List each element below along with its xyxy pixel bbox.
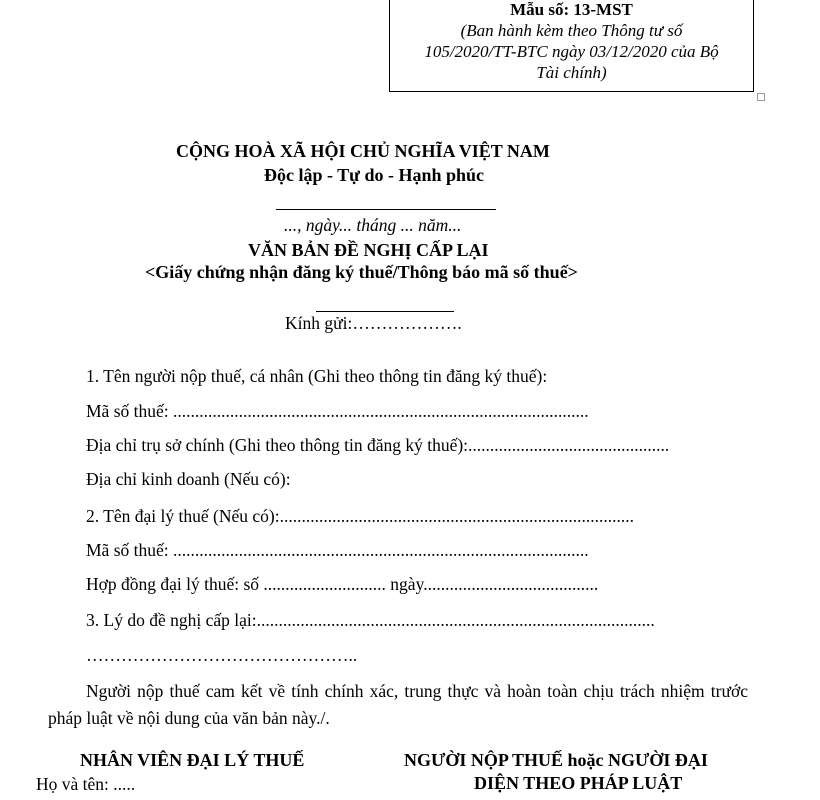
country-name: CỘNG HOÀ XÃ HỘI CHỦ NGHĨA VIỆT NAM: [176, 141, 550, 161]
issued-by-line-3: Tài chính): [536, 63, 607, 82]
form-number: Mẫu số: 13-MST: [510, 0, 633, 19]
field-head-office-address[interactable]: Địa chỉ trụ sở chính (Ghi theo thông tin đăng ký thuế):..............................................: [86, 435, 670, 455]
agent-signature-title: NHÂN VIÊN ĐẠI LÝ THUẾ: [80, 750, 305, 770]
taxpayer-signature-title-2: DIỆN THEO PHÁP LUẬT: [474, 773, 683, 793]
resize-handle-icon[interactable]: [757, 93, 765, 101]
issued-by-line-1: (Ban hành kèm theo Thông tư số: [460, 21, 683, 40]
field-tax-code[interactable]: Mã số thuế: ...............................................................................................: [86, 401, 589, 421]
national-motto: Độc lập - Tự do - Hạnh phúc: [264, 165, 485, 185]
field-tax-agent-name[interactable]: 2. Tên đại lý thuế (Nếu có):.................................................................................: [86, 506, 634, 526]
issued-by-line-2: 105/2020/TT-BTC ngày 03/12/2020 của Bộ: [424, 42, 719, 61]
document-title: VĂN BẢN ĐỀ NGHỊ CẤP LẠI: [248, 240, 489, 260]
title-divider: [316, 311, 454, 312]
field-business-address[interactable]: Địa chỉ kinh doanh (Nếu có):: [86, 469, 291, 489]
header-divider: [276, 209, 496, 210]
field-agent-tax-code[interactable]: Mã số thuế: ...............................................................................................: [86, 540, 589, 560]
form-number-box: [389, 0, 754, 92]
agent-name-line: Họ và tên: .....: [36, 774, 136, 794]
field-agent-contract[interactable]: Hợp đồng đại lý thuế: số ............................ ngày........................................: [86, 574, 599, 594]
field-taxpayer-name: 1. Tên người nộp thuế, cá nhân (Ghi theo thông tin đăng ký thuế):: [86, 366, 548, 386]
field-reissue-reason[interactable]: 3. Lý do đề nghị cấp lại:...........................................................................................: [86, 610, 655, 630]
recipient-line: Kính gửi:……………….: [285, 313, 462, 333]
commitment-paragraph: Người nộp thuế cam kết về tính chính xác, trung thực và hoàn toàn chịu trách nhiệm trước pháp luật về nội dung của văn bản này./.: [48, 681, 748, 728]
date-line: ..., ngày... tháng ... năm...: [284, 215, 462, 235]
field-reason-continuation[interactable]: ………………………………………..: [86, 645, 358, 665]
document-subtitle: <Giấy chứng nhận đăng ký thuế/Thông báo mã số thuế>: [145, 262, 578, 282]
taxpayer-signature-title-1: NGƯỜI NỘP THUẾ hoặc NGƯỜI ĐẠI: [404, 750, 708, 770]
